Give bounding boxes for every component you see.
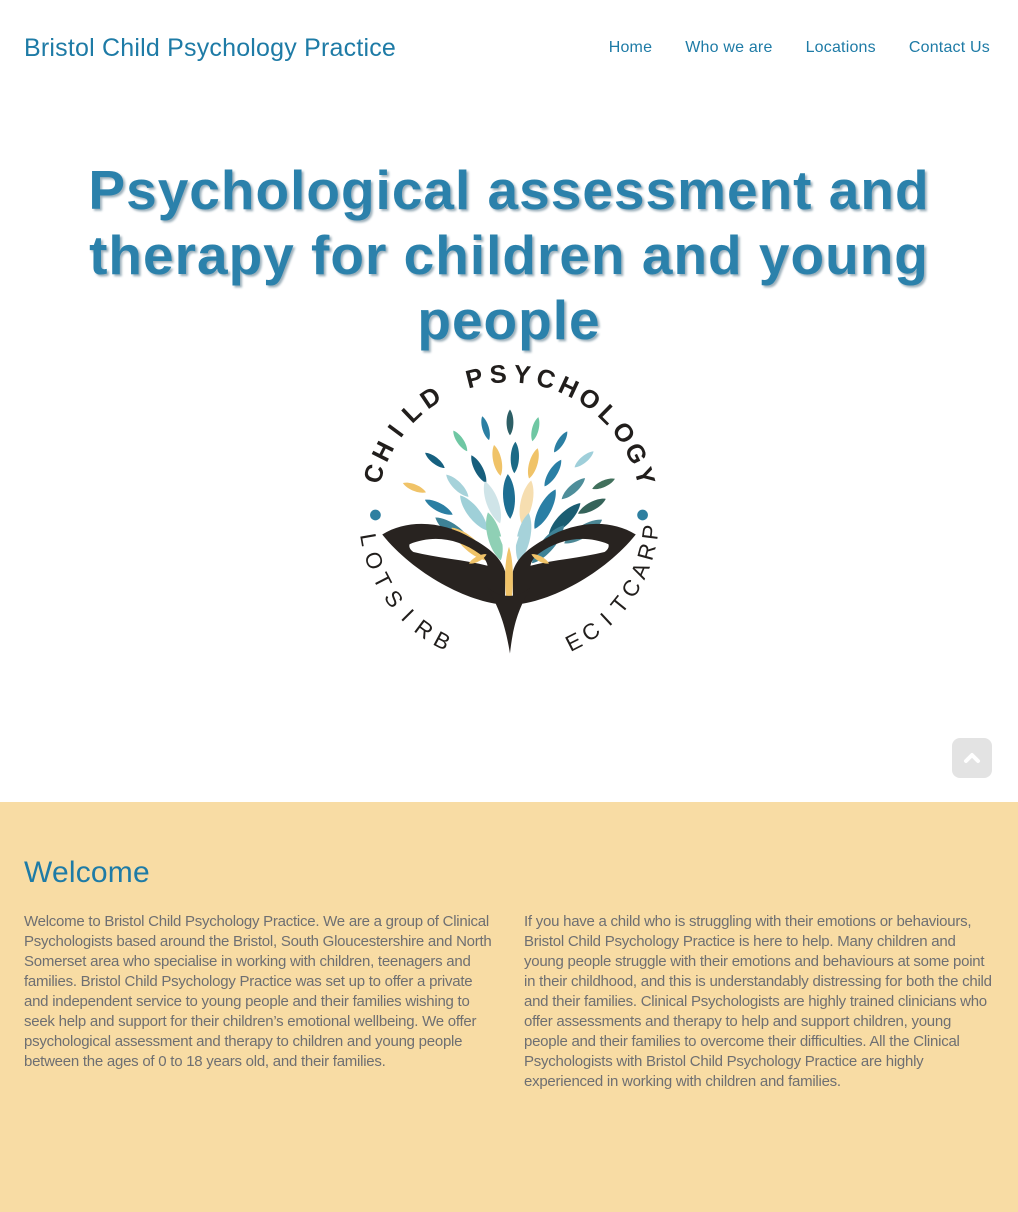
nav-item-locations[interactable]: Locations [805, 39, 876, 56]
svg-text:P: P [637, 523, 664, 542]
logo-dot-left [370, 510, 381, 521]
svg-text:Y: Y [628, 464, 660, 489]
svg-text:I: I [382, 419, 410, 443]
svg-text:C: C [358, 461, 391, 487]
welcome-heading: Welcome [24, 856, 150, 889]
site-title[interactable]: Bristol Child Psychology Practice [24, 33, 397, 62]
svg-text:I: I [595, 608, 618, 631]
svg-text:P: P [462, 363, 487, 395]
svg-text:T: T [605, 591, 634, 618]
scroll-to-top-button[interactable] [952, 738, 992, 778]
svg-text:T: T [368, 568, 397, 593]
svg-text:S: S [488, 360, 508, 390]
practice-logo [353, 359, 665, 671]
svg-text:O: O [359, 548, 389, 573]
logo-container [0, 359, 1018, 671]
welcome-paragraph-right: If you have a child who is struggling with their emotions or behaviours, Bristol Child Psychology Practice is here to help. Many children and young people struggle with their emotions and behaviours at some point in their childhood, and this is understandably distressing for both the child and their families. Clinical Psychologists are highly trained clinicians who offer assessments and therapy to help and support children, young people and their families to overcome their difficulties. All the Clinical Psychologists with Bristol Child Psychology Practice are highly experienced in working with children and families. [524, 913, 992, 1090]
svg-text:L: L [592, 399, 624, 431]
nav-item-who-we-are[interactable]: Who we are [685, 39, 773, 56]
svg-text:C: C [577, 616, 605, 647]
svg-text:C: C [533, 363, 559, 396]
svg-text:D: D [415, 381, 447, 415]
svg-text:H: H [554, 371, 583, 405]
main-nav [609, 39, 990, 57]
logo-dot-right [637, 510, 648, 521]
svg-text:I: I [396, 604, 419, 627]
svg-text:A: A [625, 558, 655, 583]
hero-heading-line3: people [417, 289, 601, 351]
hero-heading-line1: Psychological assessment and [88, 159, 930, 221]
svg-text:G: G [618, 438, 653, 469]
welcome-columns [24, 912, 994, 1092]
svg-text:R: R [632, 540, 661, 563]
nav-item-contact-us[interactable]: Contact Us [908, 39, 990, 56]
svg-text:C: C [616, 575, 647, 602]
svg-text:R: R [409, 614, 438, 645]
welcome-paragraph-left: Welcome to Bristol Child Psychology Practice. We are a group of Clinical Psychologists based around the Bristol, South Gloucestershire and North Somerset area who specialise in working with children, teenagers and families. Bristol Child Psychology Practice was set up to offer a private and independent service to young people and their families wishing to seek help and support for their children’s emotional wellbeing. We offer psychological assessment and therapy to children and young people between the ages of 0 to 18 years old, and their families. [24, 913, 492, 1070]
site-header [0, 0, 1018, 96]
hero-heading [0, 158, 1018, 353]
hero-heading-line2: therapy for children and young [89, 224, 929, 286]
svg-text:L: L [355, 531, 382, 549]
svg-text:S: S [379, 585, 409, 613]
chevron-up-icon [960, 746, 984, 770]
svg-text:O: O [606, 416, 641, 450]
svg-text:E: E [561, 627, 587, 657]
welcome-section [0, 802, 1018, 1212]
svg-text:Y: Y [512, 360, 532, 390]
nav-item-home[interactable]: Home [608, 39, 653, 56]
svg-text:B: B [429, 626, 455, 656]
svg-text:H: H [366, 437, 401, 467]
svg-text:O: O [573, 382, 606, 417]
svg-text:L: L [396, 397, 428, 429]
